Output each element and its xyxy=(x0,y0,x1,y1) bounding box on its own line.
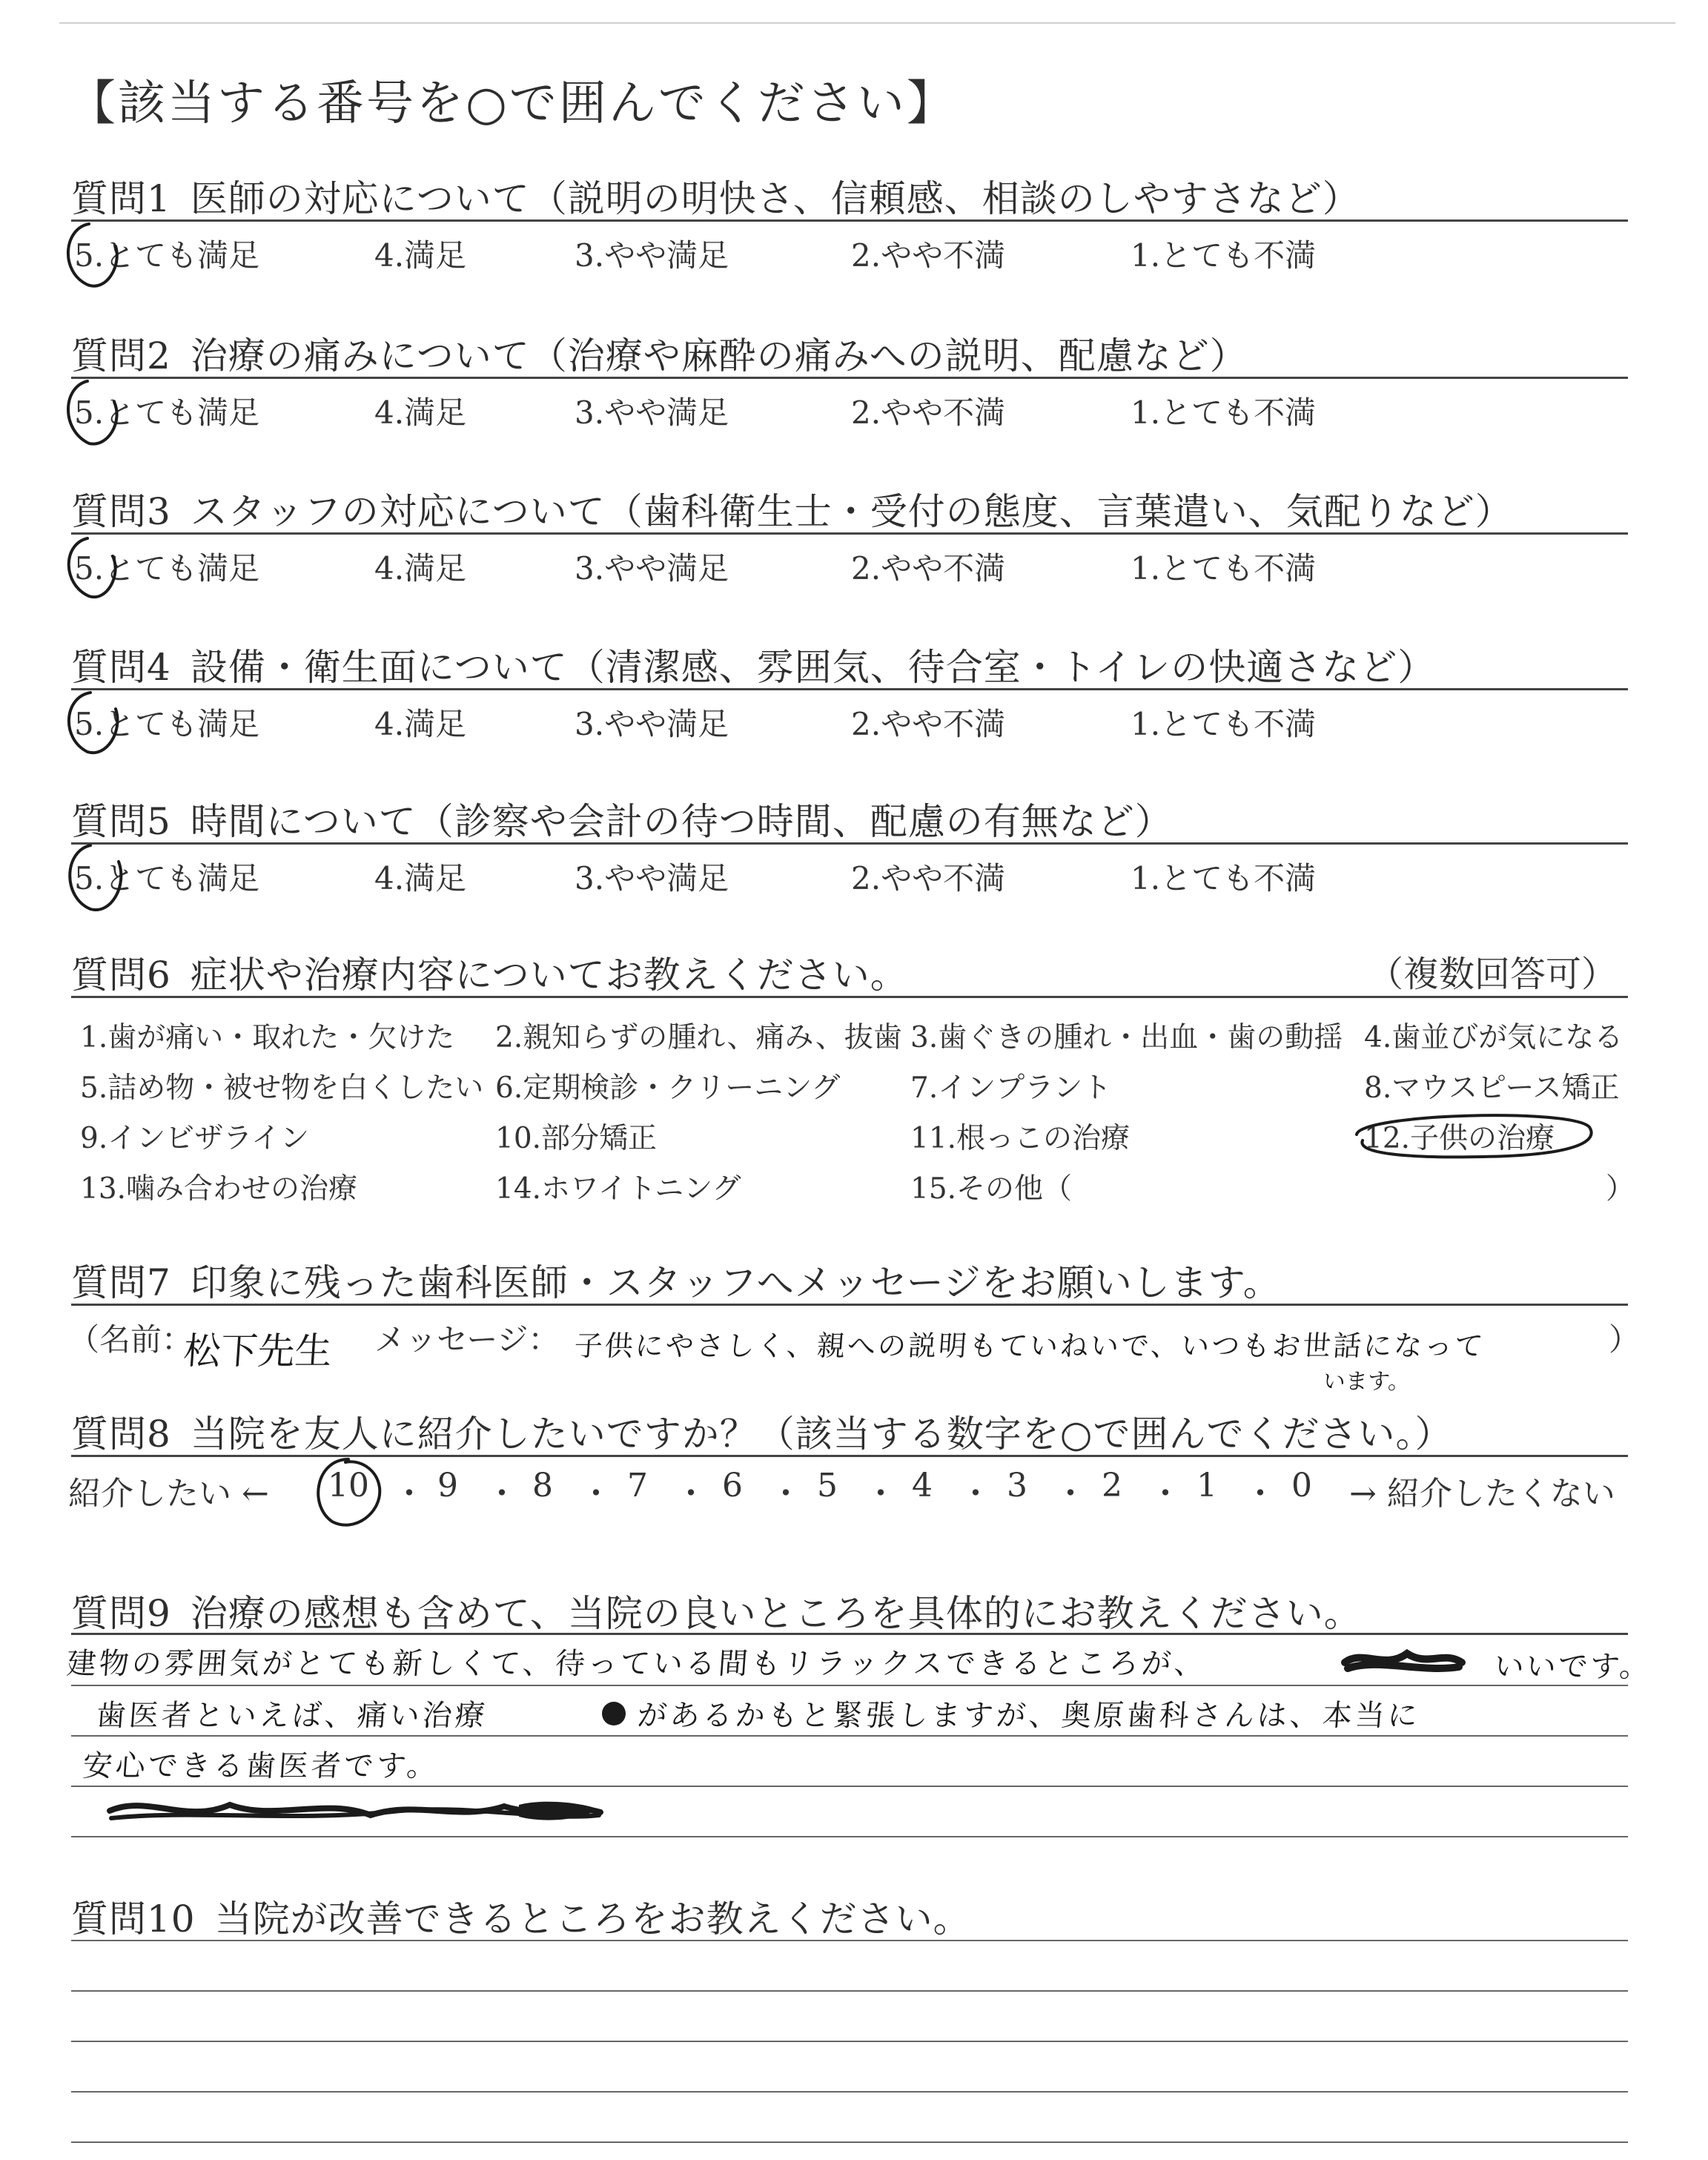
q5-selection-circle xyxy=(53,838,142,919)
q6-option-11[interactable]: 11.根っこの治療 xyxy=(910,1122,1131,1155)
question-1-label: 質問1 xyxy=(71,177,171,220)
question-8-text: 当院を友人に紹介したいですか？（該当する数字を○で囲んでください。） xyxy=(190,1413,1453,1456)
q6-option-12[interactable]: 12.子供の治療 xyxy=(1364,1122,1555,1155)
q8-option-2[interactable]: 2 xyxy=(1102,1467,1122,1505)
q4-option-3[interactable]: 3.やや満足 xyxy=(575,706,729,742)
question-8-label: 質問8 xyxy=(71,1413,171,1456)
question-2 xyxy=(71,326,1248,380)
question-10-label: 質問10 xyxy=(71,1898,196,1941)
q3-option-2[interactable]: 2.やや不満 xyxy=(851,550,1006,587)
q1-option-5[interactable]: 5.とても満足 xyxy=(74,237,260,274)
q3-option-1[interactable]: 1.とても不満 xyxy=(1131,550,1317,587)
question-6-note: （複数回答可） xyxy=(1368,954,1618,995)
q2-option-5[interactable]: 5.とても満足 xyxy=(74,394,260,431)
q6-option-12-selection-circle xyxy=(1334,1102,1601,1169)
q6-option-7[interactable]: 7.インプラント xyxy=(910,1071,1112,1105)
q8-right-end: → 紹介したくない xyxy=(1349,1475,1615,1513)
question-7 xyxy=(71,1253,1281,1307)
q4-selection-circle xyxy=(53,687,135,761)
q5-option-2[interactable]: 2.やや不満 xyxy=(851,860,1006,896)
q7-message-value[interactable]: 子供にやさしく、親への説明もていねいで、いつもお世話になって xyxy=(573,1330,1486,1362)
q6-option-4[interactable]: 4.歯並びが気になる xyxy=(1364,1021,1623,1054)
question-10-text: 当院が改善できるところをお教えください。 xyxy=(214,1898,971,1941)
q5-option-5[interactable]: 5.とても満足 xyxy=(74,860,260,896)
question-6-label: 質問6 xyxy=(71,954,171,997)
q8-separator: ・ xyxy=(580,1475,612,1513)
question-4-label: 質問4 xyxy=(71,646,171,689)
q1-selection-circle xyxy=(53,219,135,294)
q7-message-label: メッセージ： xyxy=(374,1321,560,1358)
q8-option-7[interactable]: 7 xyxy=(627,1467,648,1505)
q8-separator: ・ xyxy=(1149,1475,1182,1513)
q7-name-value[interactable]: 松下先生 xyxy=(182,1330,334,1373)
q8-option-0[interactable]: 0 xyxy=(1291,1467,1312,1505)
q3-option-5[interactable]: 5.とても満足 xyxy=(74,550,260,587)
q6-option-2[interactable]: 2.親知らずの腫れ、痛み、抜歯 xyxy=(495,1021,902,1054)
q1-option-3[interactable]: 3.やや満足 xyxy=(575,237,729,274)
question-6-text: 症状や治療内容についてお教えください。 xyxy=(190,954,908,997)
q8-option-9[interactable]: 9 xyxy=(437,1467,458,1505)
q8-separator: ・ xyxy=(864,1475,897,1513)
q8-separator: ・ xyxy=(1054,1475,1087,1513)
q8-separator: ・ xyxy=(486,1475,518,1513)
question-10 xyxy=(71,1889,971,1943)
question-3-rule xyxy=(71,532,1628,535)
q7-message-value-2[interactable]: います。 xyxy=(1322,1369,1411,1395)
question-1-rule xyxy=(71,219,1628,222)
question-9-rule xyxy=(71,1633,1628,1635)
q8-option-5[interactable]: 5 xyxy=(817,1467,838,1505)
q10-answer-line xyxy=(71,1940,1628,1941)
q4-option-4[interactable]: 4.満足 xyxy=(374,706,467,742)
q6-option-14[interactable]: 14.ホワイトニング xyxy=(495,1172,741,1206)
q8-separator: ・ xyxy=(769,1475,802,1513)
question-8 xyxy=(71,1404,1452,1458)
q1-option-1[interactable]: 1.とても不満 xyxy=(1131,237,1317,274)
question-7-label: 質問7 xyxy=(71,1261,171,1304)
q6-option-5[interactable]: 5.詰め物・被せ物を白くしたい xyxy=(80,1071,484,1105)
q4-option-5[interactable]: 5.とても満足 xyxy=(74,706,260,742)
question-7-rule xyxy=(71,1304,1628,1306)
q6-option-8[interactable]: 8.マウスピース矯正 xyxy=(1364,1071,1620,1105)
question-3-label: 質問3 xyxy=(71,490,171,533)
q6-option-9[interactable]: 9.インビザライン xyxy=(80,1122,310,1155)
q8-option-10[interactable]: 10 xyxy=(328,1467,369,1505)
q6-option-13[interactable]: 13.噛み合わせの治療 xyxy=(80,1172,358,1206)
q8-option-6[interactable]: 6 xyxy=(722,1467,743,1505)
top-border xyxy=(59,22,1675,24)
q3-option-3[interactable]: 3.やや満足 xyxy=(575,550,729,587)
q6-option-3[interactable]: 3.歯ぐきの腫れ・出血・歯の動揺 xyxy=(910,1021,1343,1054)
q9-answer-line-1b[interactable]: いいです。 xyxy=(1493,1650,1653,1684)
q8-separator: ・ xyxy=(675,1475,707,1513)
question-7-text: 印象に残った歯科医師・スタッフへメッセージをお願いします。 xyxy=(190,1261,1281,1304)
question-4-rule xyxy=(71,688,1628,690)
q10-answer-line xyxy=(71,2091,1628,2093)
q9-answer-line-2a[interactable]: 歯医者といえば、痛い治療 xyxy=(95,1699,489,1733)
question-2-rule xyxy=(71,377,1628,379)
question-5-rule xyxy=(71,842,1628,845)
q2-option-4[interactable]: 4.満足 xyxy=(374,394,467,431)
q1-option-2[interactable]: 2.やや不満 xyxy=(851,237,1006,274)
q10-answer-line xyxy=(71,1990,1628,1992)
q8-option-1[interactable]: 1 xyxy=(1196,1467,1217,1505)
q9-crossed-out-text xyxy=(104,1789,608,1833)
q5-option-1[interactable]: 1.とても不満 xyxy=(1131,860,1317,896)
question-5-label: 質問5 xyxy=(71,800,171,843)
q2-selection-circle xyxy=(53,377,135,451)
question-2-text: 治療の痛みについて（治療や麻酔の痛みへの説明、配慮など） xyxy=(190,334,1248,377)
q1-option-4[interactable]: 4.満足 xyxy=(374,237,467,274)
q2-option-2[interactable]: 2.やや不満 xyxy=(851,394,1006,431)
q7-name-label: （名前： xyxy=(68,1321,193,1358)
question-5 xyxy=(71,792,1173,845)
q8-option-8[interactable]: 8 xyxy=(532,1467,553,1505)
q2-option-3[interactable]: 3.やや満足 xyxy=(575,394,729,431)
question-3 xyxy=(71,482,1513,535)
q5-option-4[interactable]: 4.満足 xyxy=(374,860,467,896)
question-3-text: スタッフの対応について（歯科衛生士・受付の態度、言葉遣い、気配りなど） xyxy=(190,490,1513,533)
question-2-label: 質問2 xyxy=(71,334,171,377)
q8-option-4[interactable]: 4 xyxy=(912,1467,933,1505)
q9-scribble-2 xyxy=(593,1697,635,1731)
q9-answer-line-2b[interactable]: があるかもと緊張しますが、奥原歯科さんは、本当に xyxy=(636,1699,1422,1733)
question-4-text: 設備・衛生面について（清潔感、雰囲気、待合室・トイレの快適さなど） xyxy=(190,646,1436,689)
question-5-text: 時間について（診察や会計の待つ時間、配慮の有無など） xyxy=(190,800,1173,843)
q8-separator: ・ xyxy=(959,1475,992,1513)
q2-option-1[interactable]: 1.とても不満 xyxy=(1131,394,1317,431)
question-6-rule xyxy=(71,996,1628,998)
question-9-text: 治療の感想も含めて、当院の良いところを具体的にお教えください。 xyxy=(190,1592,1362,1635)
q9-answer-line-1[interactable]: 建物の雰囲気がとても新しくて、待っている間もリラックスできるところが、 xyxy=(65,1647,1208,1681)
question-4 xyxy=(71,638,1435,691)
q4-option-1[interactable]: 1.とても不満 xyxy=(1131,706,1317,742)
question-9 xyxy=(71,1584,1362,1637)
q9-scribble-1 xyxy=(1340,1640,1466,1680)
q3-selection-circle xyxy=(53,532,135,607)
question-1-text: 医師の対応について（説明の明快さ、信頼感、相談のしやすさなど） xyxy=(190,177,1360,220)
q6-option-1[interactable]: 1.歯が痛い・取れた・欠けた xyxy=(80,1021,455,1054)
page-title: 【該当する番号を○で囲んでください】 xyxy=(68,76,956,131)
question-1 xyxy=(71,169,1360,222)
q7-close-paren: ） xyxy=(1609,1321,1641,1358)
q6-other-close: ） xyxy=(1606,1172,1635,1206)
q10-answer-line xyxy=(71,2141,1628,2143)
q8-left-end: 紹介したい ← xyxy=(68,1475,269,1513)
question-9-label: 質問9 xyxy=(71,1592,171,1635)
q9-answer-line xyxy=(71,1735,1628,1737)
q10-answer-line xyxy=(71,2041,1628,2042)
q4-option-2[interactable]: 2.やや不満 xyxy=(851,706,1006,742)
q6-option-15[interactable]: 15.その他（ xyxy=(910,1172,1073,1206)
q6-option-6[interactable]: 6.定期検診・クリーニング xyxy=(495,1071,841,1105)
q9-answer-line xyxy=(71,1836,1628,1837)
q8-separator: ・ xyxy=(1244,1475,1277,1513)
q9-answer-line-3[interactable]: 安心できる歯医者です。 xyxy=(82,1749,441,1783)
q3-option-4[interactable]: 4.満足 xyxy=(374,550,467,587)
question-6 xyxy=(71,945,908,999)
q8-selection-circle xyxy=(302,1453,391,1535)
q9-answer-line xyxy=(71,1786,1628,1787)
q9-answer-line xyxy=(71,1685,1628,1686)
q5-option-3[interactable]: 3.やや満足 xyxy=(575,860,729,896)
q6-option-10[interactable]: 10.部分矯正 xyxy=(495,1122,658,1155)
q8-option-3[interactable]: 3 xyxy=(1007,1467,1027,1505)
q8-separator: ・ xyxy=(393,1475,426,1513)
